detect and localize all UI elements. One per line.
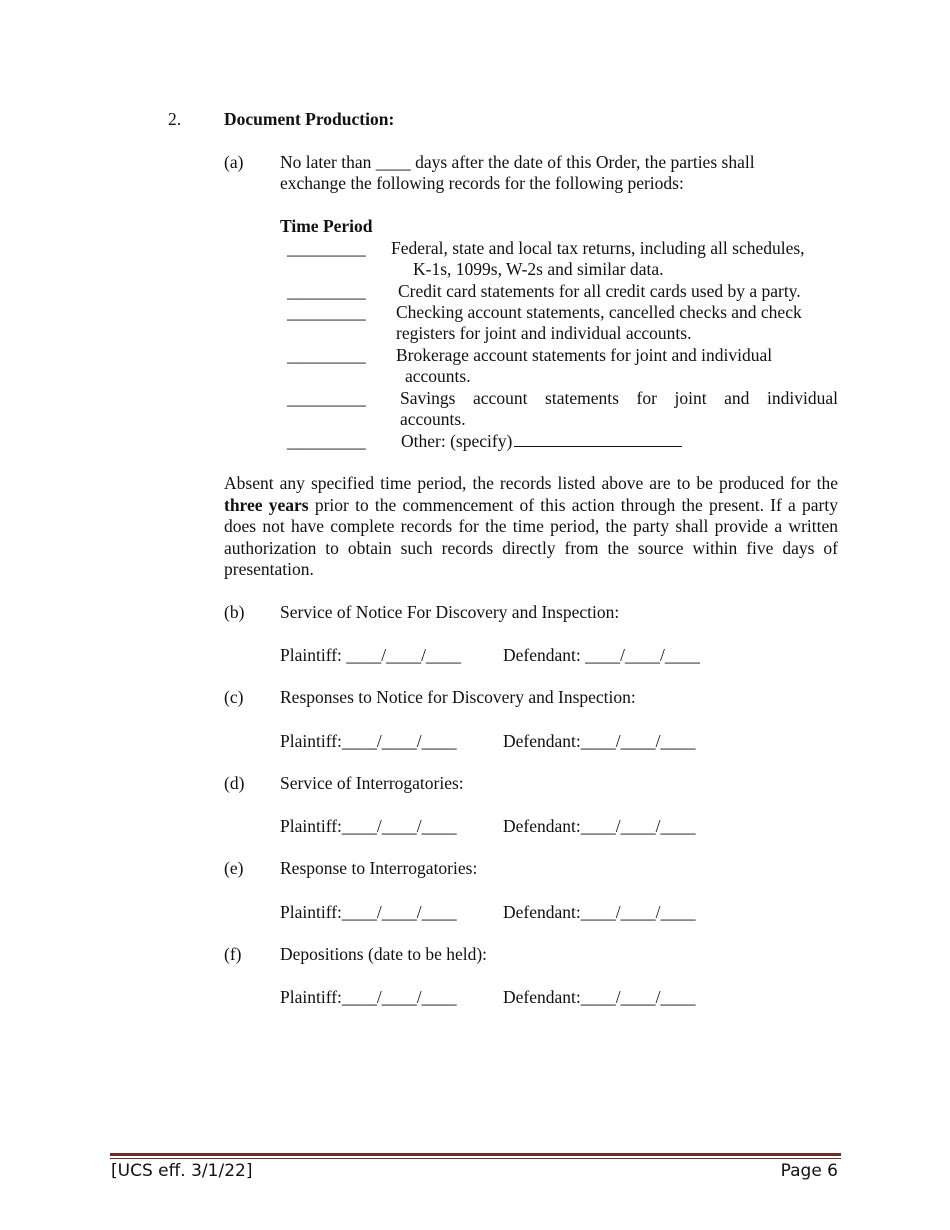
item-c-plaintiff-date[interactable]: Plaintiff:____/____/____ [280, 731, 457, 751]
item-e-defendant-date[interactable]: Defendant:____/____/____ [503, 902, 696, 922]
record-description-other [401, 431, 682, 452]
record-period-blank[interactable]: _________ [287, 302, 366, 322]
absent-paragraph [224, 473, 838, 581]
item-a-line2: exchange the following records for the following periods: [280, 173, 684, 193]
record-description-cont: K-1s, 1099s, W-2s and similar data. [413, 259, 664, 279]
record-description-cont: registers for joint and individual accounts. [396, 323, 692, 343]
section-title: Document Production: [224, 109, 395, 129]
item-a-letter: (a) [224, 152, 244, 172]
footer-page-number: Page 6 [780, 1161, 838, 1181]
record-period-blank[interactable]: _________ [287, 388, 366, 408]
record-description: Brokerage account statements for joint and individual [396, 345, 773, 365]
footer-rule [110, 1153, 841, 1156]
item-c-letter: (c) [224, 687, 244, 707]
record-description: Credit card statements for all credit cards used by a party. [398, 281, 801, 301]
item-c-defendant-date[interactable]: Defendant:____/____/____ [503, 731, 696, 751]
absent-para-part2: prior to the commencement of this action through the present. If a party does not have complete records for the time period, the party shall provide a written authorization to obtain such records directly from the source within five days of presentation. [224, 494, 838, 580]
record-description: Checking account statements, cancelled checks and check [396, 302, 802, 322]
record-period-blank[interactable]: _________ [287, 281, 366, 301]
item-e-plaintiff-date[interactable]: Plaintiff:____/____/____ [280, 902, 457, 922]
record-description-cont: accounts. [405, 366, 471, 386]
absent-para-part1: Absent any specified time period, the records listed above are to be produced for the [224, 473, 838, 493]
item-f-letter: (f) [224, 944, 242, 964]
item-b-plaintiff-date[interactable]: Plaintiff: ____/____/____ [280, 645, 461, 665]
item-e-title: Response to Interrogatories: [280, 858, 478, 878]
item-f-defendant-date[interactable]: Defendant:____/____/____ [503, 987, 696, 1007]
record-period-blank[interactable]: _________ [287, 431, 366, 451]
item-b-defendant-date[interactable]: Defendant: ____/____/____ [503, 645, 700, 665]
footer-rule-thin [110, 1158, 841, 1159]
item-d-defendant-date[interactable]: Defendant:____/____/____ [503, 816, 696, 836]
item-b-title: Service of Notice For Discovery and Inspection: [280, 602, 620, 622]
specify-underline[interactable] [514, 431, 682, 447]
item-b-letter: (b) [224, 602, 245, 622]
item-f-plaintiff-date[interactable]: Plaintiff:____/____/____ [280, 987, 457, 1007]
item-a-line1: No later than ____ days after the date of this Order, the parties shall [280, 152, 755, 172]
section-number: 2. [168, 109, 182, 129]
item-d-plaintiff-date[interactable]: Plaintiff:____/____/____ [280, 816, 457, 836]
item-c-title: Responses to Notice for Discovery and Inspection: [280, 687, 636, 707]
item-f-title: Depositions (date to be held): [280, 944, 488, 964]
record-description: Savings account statements for joint and individual [400, 388, 838, 408]
record-description-cont: accounts. [400, 409, 466, 429]
item-e-letter: (e) [224, 858, 244, 878]
record-period-blank[interactable]: _________ [287, 345, 366, 365]
record-description: Federal, state and local tax returns, including all schedules, [391, 238, 805, 258]
time-period-heading: Time Period [280, 216, 373, 236]
absent-para-bold: three years [224, 494, 309, 515]
footer-version: [UCS eff. 3/1/22] [111, 1161, 253, 1181]
item-d-letter: (d) [224, 773, 245, 793]
item-d-title: Service of Interrogatories: [280, 773, 464, 793]
other-specify-label: Other: (specify) [401, 431, 513, 451]
record-period-blank[interactable]: _________ [287, 238, 366, 258]
